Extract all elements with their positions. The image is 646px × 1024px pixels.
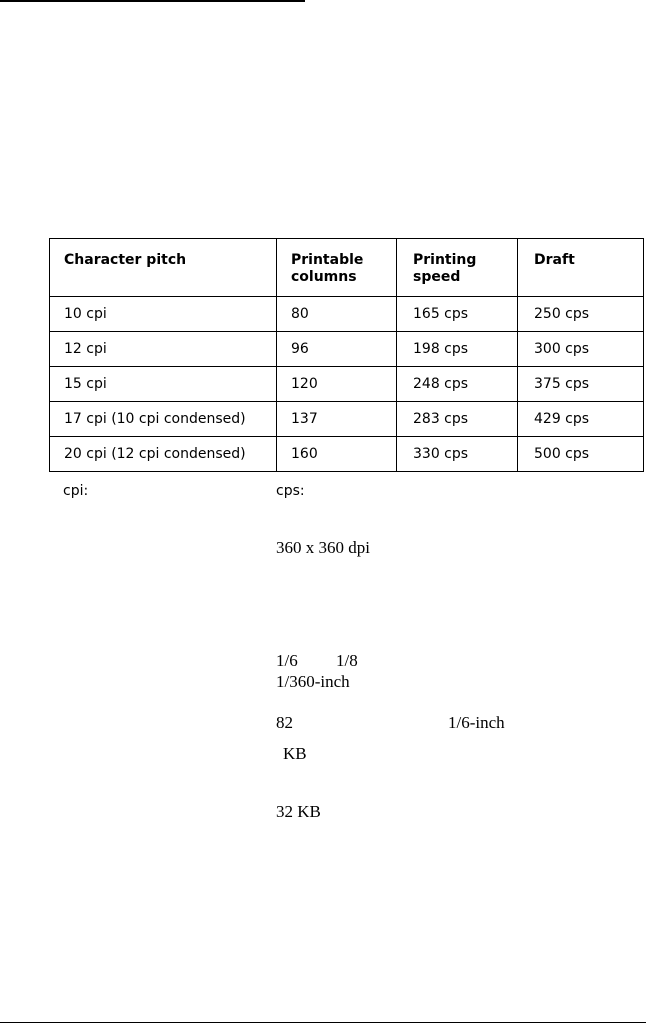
- buffer-size: 32 KB: [276, 802, 321, 821]
- buffer-unit: KB: [283, 744, 307, 763]
- cell-speed: 330 cps: [397, 437, 518, 472]
- line-spacing-eighth: 1/8: [336, 651, 358, 670]
- bottom-rule: [0, 1022, 646, 1023]
- cell-draft: 375 cps: [518, 367, 644, 402]
- top-rule: [0, 0, 305, 2]
- cell-pitch: 17 cpi (10 cpi condensed): [50, 402, 277, 437]
- header-character-pitch: Character pitch: [50, 239, 277, 297]
- line-spacing-min: 1/360-inch: [276, 672, 350, 691]
- cell-speed: 165 cps: [397, 297, 518, 332]
- cell-speed: 198 cps: [397, 332, 518, 367]
- table-row: [50, 297, 644, 332]
- header-printing-speed: Printing speed: [397, 239, 518, 297]
- line-spacing-sixth: 1/6: [276, 651, 298, 670]
- resolution-value: 360 x 360 dpi: [276, 538, 370, 557]
- cell-columns: 80: [277, 297, 397, 332]
- cpi-note-label: cpi:: [63, 483, 89, 499]
- cell-columns: 96: [277, 332, 397, 367]
- table-row: [50, 332, 644, 367]
- cell-columns: 120: [277, 367, 397, 402]
- cell-draft: 250 cps: [518, 297, 644, 332]
- cell-pitch: 10 cpi: [50, 297, 277, 332]
- feed-inch: 1/6-inch: [448, 713, 505, 732]
- cell-pitch: 20 cpi (12 cpi condensed): [50, 437, 277, 472]
- header-draft: Draft: [518, 239, 644, 297]
- cell-draft: 500 cps: [518, 437, 644, 472]
- cell-draft: 300 cps: [518, 332, 644, 367]
- cell-draft: 429 cps: [518, 402, 644, 437]
- feed-value: 82: [276, 713, 293, 732]
- cell-pitch: 12 cpi: [50, 332, 277, 367]
- table-header-row: [50, 239, 644, 297]
- cell-speed: 248 cps: [397, 367, 518, 402]
- cps-note-label: cps:: [276, 483, 305, 499]
- cell-pitch: 15 cpi: [50, 367, 277, 402]
- table-row: [50, 402, 644, 437]
- cell-speed: 283 cps: [397, 402, 518, 437]
- header-printable-columns: Printable columns: [277, 239, 397, 297]
- table-row: [50, 437, 644, 472]
- print-speed-table: [49, 238, 644, 472]
- table-row: [50, 367, 644, 402]
- cell-columns: 137: [277, 402, 397, 437]
- cell-columns: 160: [277, 437, 397, 472]
